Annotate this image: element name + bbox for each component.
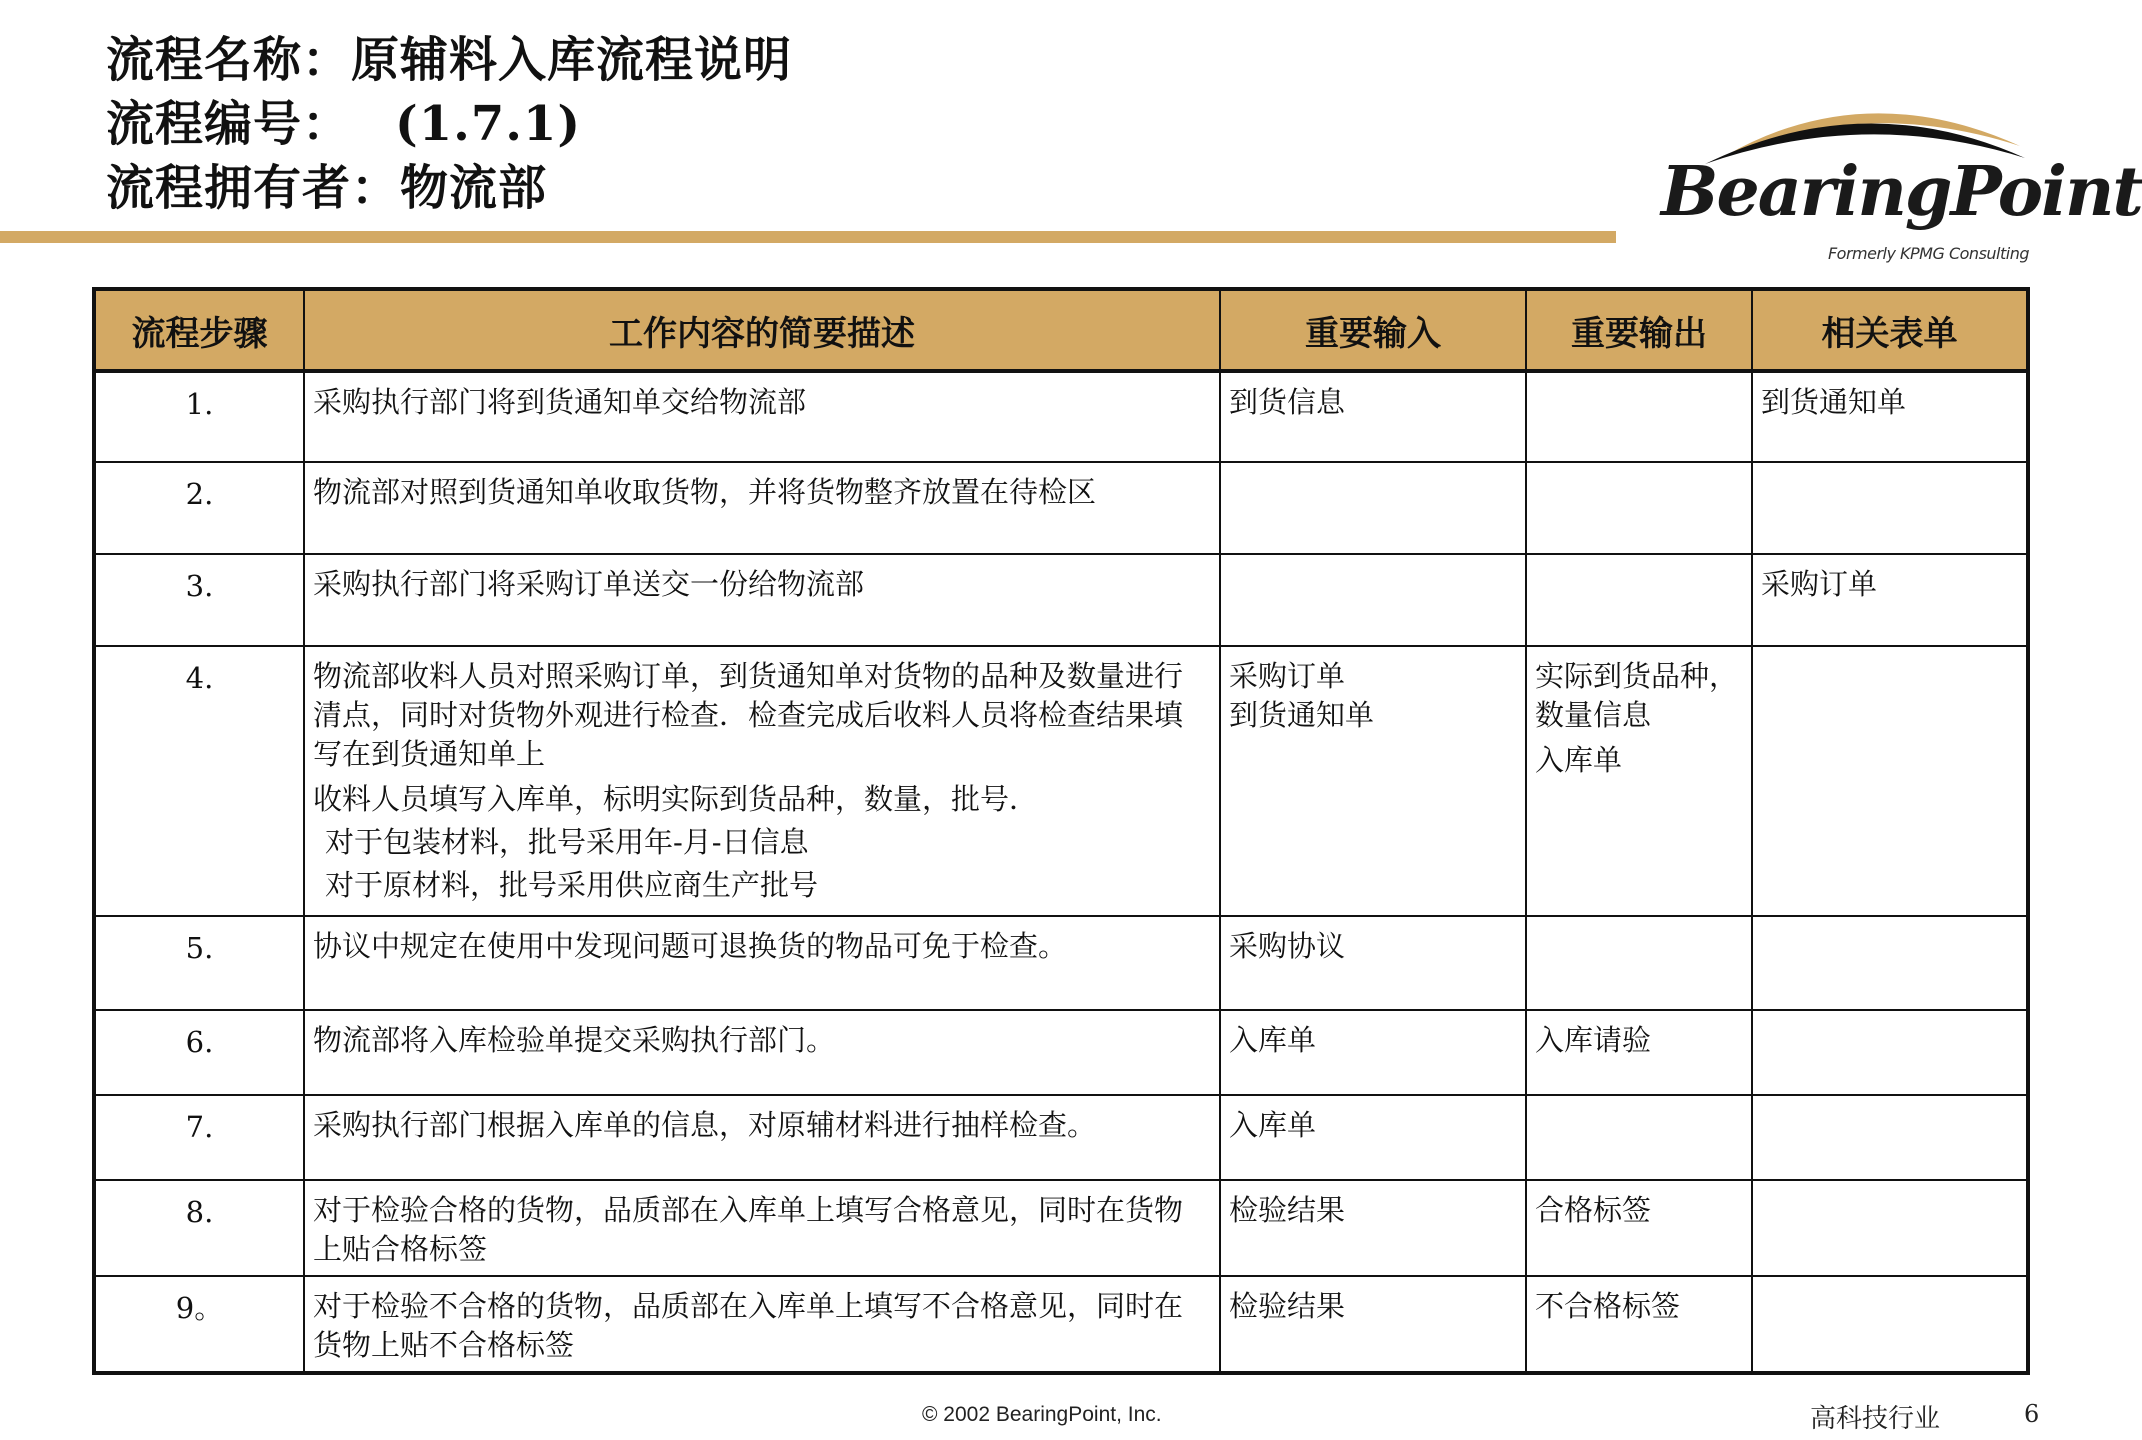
output-cell xyxy=(1526,1010,1752,1095)
form-text: 采购订单 xyxy=(1761,567,1878,601)
step-number: 1. xyxy=(94,371,304,462)
output-cell xyxy=(1526,1276,1752,1373)
input-cell xyxy=(1220,1010,1526,1095)
col-header-description: 工作内容的简要描述 xyxy=(304,289,1220,371)
process-owner-line xyxy=(106,156,792,220)
step-number: 5. xyxy=(94,916,304,1010)
form-cell xyxy=(1752,1095,2028,1180)
process-owner-value: 物流部 xyxy=(400,160,548,216)
description-cell xyxy=(304,371,1220,462)
description-text: 协议中规定在使用中发现问题可退换货的物品可免于检查。 xyxy=(313,929,1068,963)
footer-industry: 高科技行业 xyxy=(1810,1404,1941,1434)
process-owner-label: 流程拥有者： xyxy=(106,160,401,216)
input-text: 入库单 xyxy=(1229,1108,1317,1142)
table-row xyxy=(94,1180,2028,1276)
footer-copyright: © 2002 BearingPoint, Inc. xyxy=(922,1403,1162,1426)
description-text: 收料人员填写入库单，标明实际到货品种，数量，批号． xyxy=(313,782,1039,816)
table-header-row xyxy=(94,289,2028,371)
input-text: 到货通知单 xyxy=(1229,698,1375,732)
description-cell xyxy=(304,916,1220,1010)
page-number: 6 xyxy=(2024,1400,2040,1428)
col-header-form: 相关表单 xyxy=(1752,289,2028,371)
form-cell xyxy=(1752,1010,2028,1095)
output-cell xyxy=(1526,554,1752,646)
step-number: 3. xyxy=(94,554,304,646)
step-number: 4. xyxy=(94,646,304,916)
table-row xyxy=(94,916,2028,1010)
form-cell xyxy=(1752,1276,2028,1373)
process-table xyxy=(92,287,2030,1375)
input-text: 到货信息 xyxy=(1229,385,1346,419)
input-text: 检验结果 xyxy=(1229,1289,1346,1323)
title-block xyxy=(106,28,792,220)
form-cell xyxy=(1752,554,2028,646)
description-cell xyxy=(304,554,1220,646)
process-code-line xyxy=(106,92,792,156)
step-number: 7. xyxy=(94,1095,304,1180)
step-number: 6. xyxy=(94,1010,304,1095)
description-cell xyxy=(304,646,1220,916)
input-cell xyxy=(1220,646,1526,916)
input-cell xyxy=(1220,462,1526,554)
form-cell xyxy=(1752,462,2028,554)
output-text: 实际到货品种，数量信息 xyxy=(1535,659,1739,732)
description-text: 对于检验不合格的货物，品质部在入库单上填写不合格意见，同时在货物上贴不合格标签 xyxy=(313,1289,1184,1362)
header-accent-bar xyxy=(0,231,1616,243)
description-text: 采购执行部门将采购订单送交一份给物流部 xyxy=(313,567,865,601)
output-text: 不合格标签 xyxy=(1535,1289,1681,1323)
bearingpoint-logo xyxy=(1655,86,2142,271)
output-cell xyxy=(1526,371,1752,462)
table-row xyxy=(94,1095,2028,1180)
logo-tagline: Formerly KPMG Consulting xyxy=(1827,244,2029,263)
description-text: 对于包装材料，批号采用年-月-日信息 xyxy=(325,825,809,859)
input-text: 采购订单 xyxy=(1229,659,1346,693)
input-text: 入库单 xyxy=(1229,1023,1317,1057)
table-row xyxy=(94,462,2028,554)
input-cell xyxy=(1220,1276,1526,1373)
step-number: 2. xyxy=(94,462,304,554)
output-text: 合格标签 xyxy=(1535,1193,1652,1227)
process-name-line xyxy=(106,28,792,92)
process-name-label: 流程名称： xyxy=(106,32,352,88)
table-row xyxy=(94,1276,2028,1373)
description-text: 采购执行部门根据入库单的信息，对原辅材料进行抽样检查。 xyxy=(313,1108,1097,1142)
logo-wordmark: BearingPoint xyxy=(1661,152,2142,232)
input-cell xyxy=(1220,1180,1526,1276)
description-cell xyxy=(304,1276,1220,1373)
table-body xyxy=(94,371,2028,1373)
description-text: 物流部对照到货通知单收取货物，并将货物整齐放置在待检区 xyxy=(313,475,1097,509)
description-cell xyxy=(304,1095,1220,1180)
output-cell xyxy=(1526,916,1752,1010)
output-text: 入库单 xyxy=(1535,743,1623,777)
description-text: 对于原材料，批号采用供应商生产批号 xyxy=(325,868,819,902)
form-cell xyxy=(1752,1180,2028,1276)
input-text: 检验结果 xyxy=(1229,1193,1346,1227)
step-number: 8. xyxy=(94,1180,304,1276)
process-code-value: (1.7.1) xyxy=(395,96,582,152)
description-cell xyxy=(304,1010,1220,1095)
form-cell xyxy=(1752,646,2028,916)
description-text: 对于检验合格的货物，品质部在入库单上填写合格意见，同时在货物上贴合格标签 xyxy=(313,1193,1184,1266)
input-cell xyxy=(1220,916,1526,1010)
input-cell xyxy=(1220,371,1526,462)
input-cell xyxy=(1220,554,1526,646)
input-cell xyxy=(1220,1095,1526,1180)
table-row xyxy=(94,646,2028,916)
process-code-label: 流程编号： xyxy=(106,96,352,152)
description-cell xyxy=(304,1180,1220,1276)
output-text: 入库请验 xyxy=(1535,1023,1652,1057)
col-header-input: 重要输入 xyxy=(1220,289,1526,371)
step-number: 9。 xyxy=(94,1276,304,1373)
output-cell xyxy=(1526,1180,1752,1276)
output-cell xyxy=(1526,462,1752,554)
description-text: 采购执行部门将到货通知单交给物流部 xyxy=(313,385,807,419)
table-row xyxy=(94,371,2028,462)
input-text: 采购协议 xyxy=(1229,929,1346,963)
output-cell xyxy=(1526,1095,1752,1180)
form-text: 到货通知单 xyxy=(1761,385,1907,419)
form-cell xyxy=(1752,916,2028,1010)
table-row xyxy=(94,1010,2028,1095)
description-text: 物流部收料人员对照采购订单，到货通知单对货物的品种及数量进行清点，同时对货物外观进行检查．检查完成后收料人员将检查结果填写在到货通知单上 xyxy=(313,659,1184,771)
process-name-value: 原辅料入库流程说明 xyxy=(351,32,793,88)
form-cell xyxy=(1752,371,2028,462)
description-cell xyxy=(304,462,1220,554)
table-row xyxy=(94,554,2028,646)
output-cell xyxy=(1526,646,1752,916)
description-text: 物流部将入库检验单提交采购执行部门。 xyxy=(313,1023,836,1057)
col-header-output: 重要输出 xyxy=(1526,289,1752,371)
col-header-step: 流程步骤 xyxy=(94,289,304,371)
